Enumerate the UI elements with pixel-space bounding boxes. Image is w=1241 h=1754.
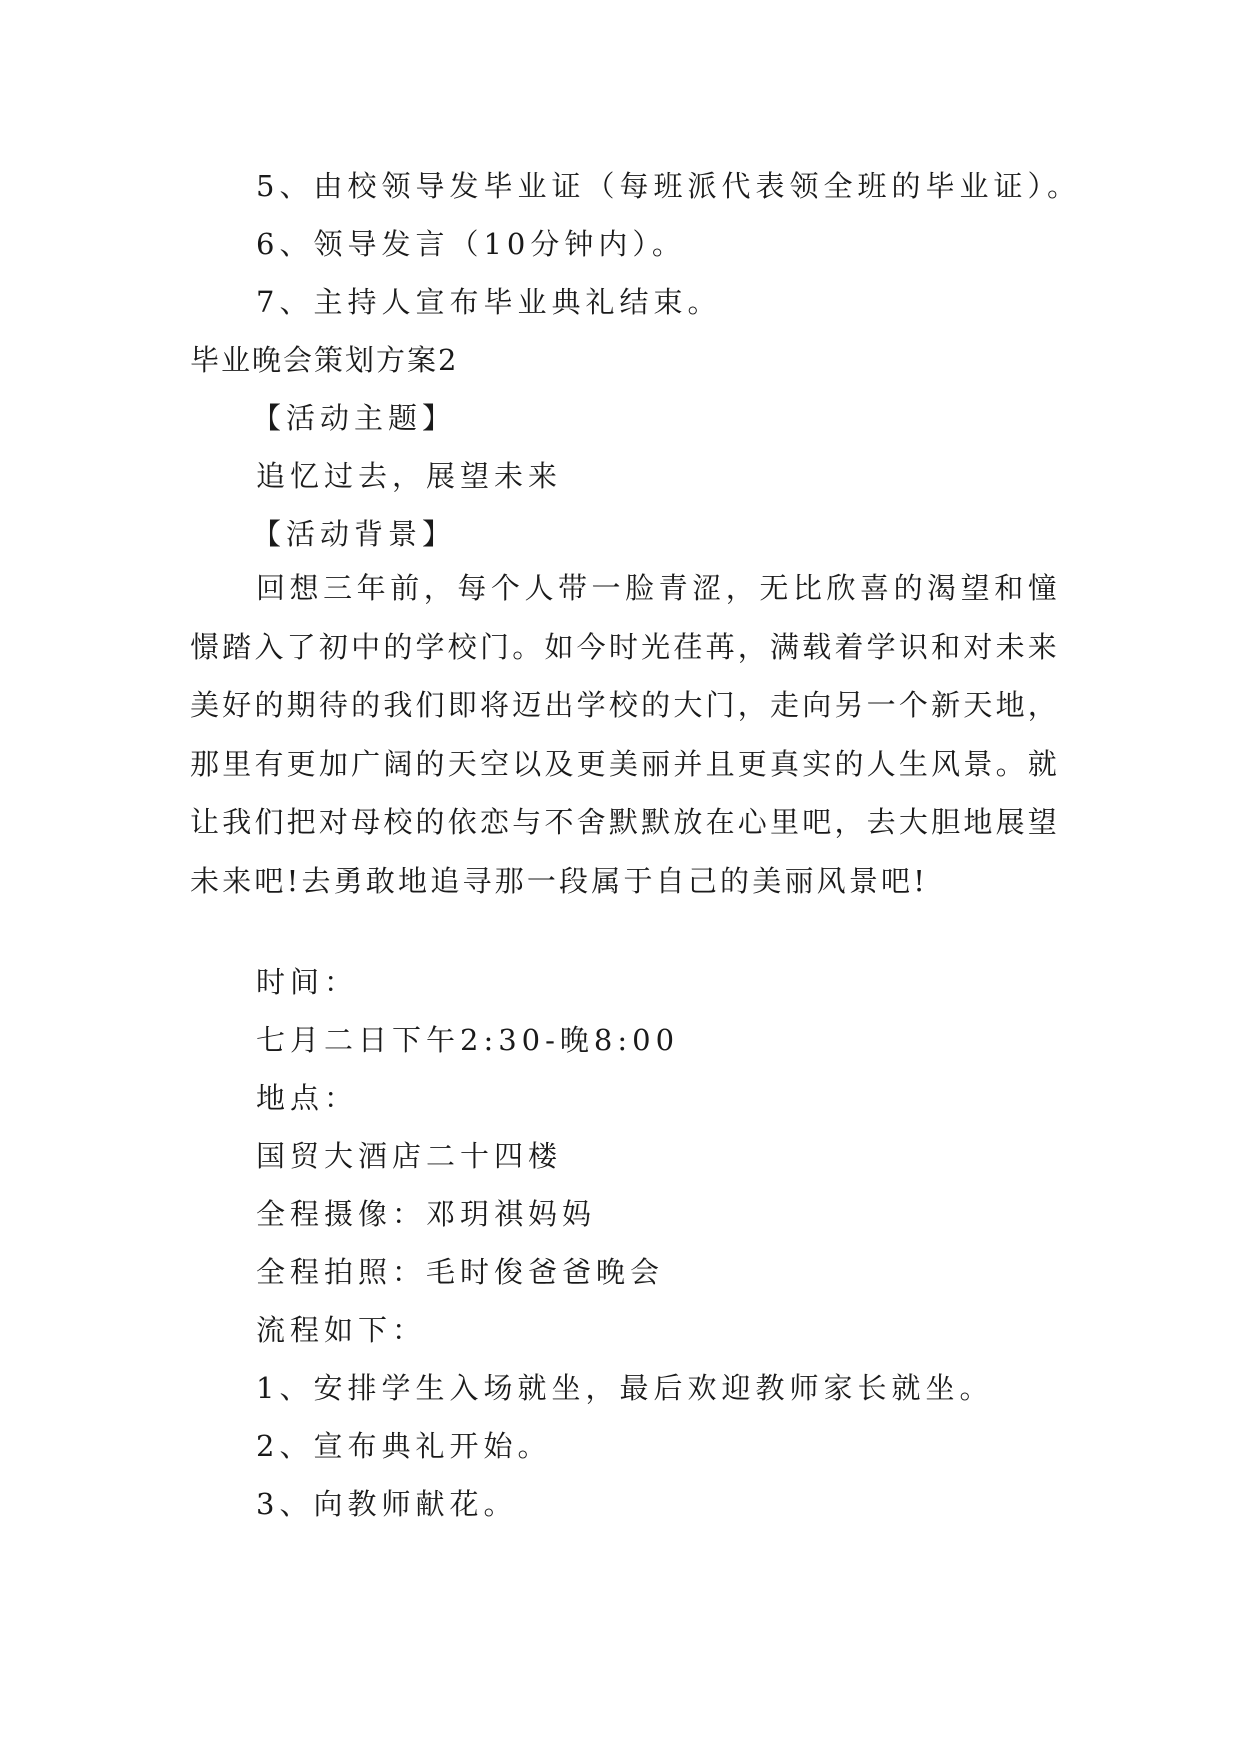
theme-heading: 【活动主题】 bbox=[252, 401, 457, 435]
section-title: 毕业晚会策划方案2 bbox=[190, 343, 459, 377]
videographer-line: 全程摄像：邓玥祺妈妈 bbox=[256, 1197, 597, 1231]
flow-item-1: 1、安排学生入场就坐，最后欢迎教师家长就坐。 bbox=[256, 1371, 994, 1405]
flow-item-3: 3、向教师献花。 bbox=[256, 1487, 518, 1521]
place-value: 国贸大酒店二十四楼 bbox=[256, 1139, 563, 1173]
time-label: 时间： bbox=[256, 965, 359, 999]
time-value: 七月二日下午2:30-晚8:00 bbox=[256, 1023, 680, 1057]
photographer-line: 全程拍照：毛时俊爸爸晚会 bbox=[256, 1255, 665, 1289]
background-heading: 【活动背景】 bbox=[252, 517, 457, 551]
flow-item-2: 2、宣布典礼开始。 bbox=[256, 1429, 552, 1463]
program-item-6: 6、领导发言（10分钟内）。 bbox=[256, 227, 686, 261]
place-label: 地点： bbox=[256, 1081, 359, 1115]
theme-text: 追忆过去，展望未来 bbox=[256, 459, 563, 493]
program-item-7: 7、主持人宣布毕业典礼结束。 bbox=[256, 285, 722, 319]
program-item-5: 5、由校领导发毕业证（每班派代表领全班的毕业证）。 bbox=[256, 169, 1081, 203]
background-paragraph: 回想三年前，每个人带一脸青涩，无比欣喜的渴望和憧憬踏入了初中的学校门。如今时光荏苒，满载着学识和对未来美好的期待的我们即将迈出学校的大门，走向另一个新天地，那里有更加广阔的天空以及更美丽并且更真实的人生风景。就让我们把对母校的依恋与不舍默默放在心里吧，去大胆地展望未来吧!去勇敢地追寻那一段属于自己的美丽风景吧! bbox=[190, 571, 1060, 898]
flow-label: 流程如下： bbox=[256, 1313, 427, 1347]
